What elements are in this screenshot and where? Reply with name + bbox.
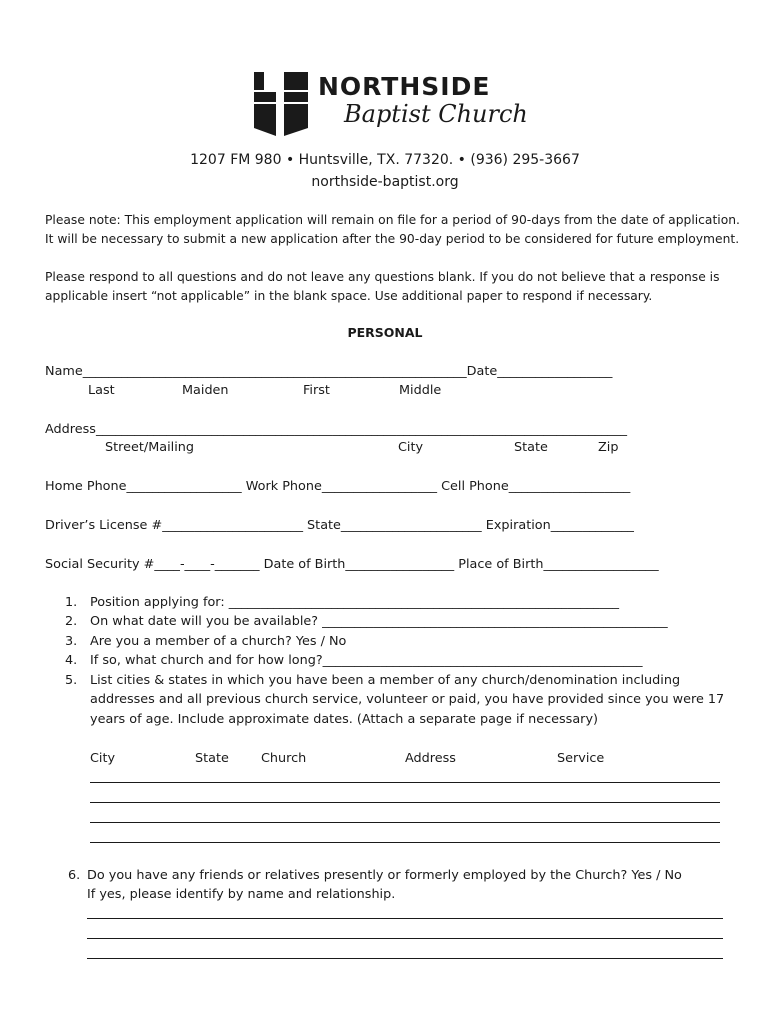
question-relatives-identify: If yes, please identify by name and relationship.: [87, 887, 396, 902]
cross-book-icon: [254, 72, 308, 136]
history-blank-line[interactable]: [90, 822, 720, 823]
name-date-field[interactable]: Name____________________________________________________________Date__________________: [45, 364, 613, 379]
church-address: 1207 FM 980 • Huntsville, TX. 77320. • (936) 295-3667: [190, 152, 580, 168]
logo-wordmark: NORTHSIDE: [318, 72, 491, 101]
question-number: 2.: [65, 614, 78, 629]
name-middle-label: Middle: [399, 383, 442, 398]
name-maiden-label: Maiden: [182, 383, 229, 398]
question-text-continued: years of age. Include approximate dates. (Attach a separate page if necessary): [90, 712, 599, 727]
question-membership-history: List cities & states in which you have been a member of any church/denomination including: [90, 673, 681, 688]
question-church-member[interactable]: Are you a member of a church? Yes / No: [90, 634, 347, 649]
relatives-blank-line[interactable]: [87, 938, 723, 939]
note-line: Please respond to all questions and do not leave any questions blank. If you do not believe that a response is: [45, 270, 720, 284]
question-text-continued: addresses and all previous church service, volunteer or paid, you have provided since you were 17: [90, 692, 725, 707]
note-line: Please note: This employment application will remain on file for a period of 90-days from the date of application.: [45, 213, 740, 227]
name-first-label: First: [303, 383, 330, 398]
history-blank-line[interactable]: [90, 782, 720, 783]
question-available-date-field[interactable]: On what date will you be available? ______________________________________________________: [90, 614, 668, 629]
question-number: 4.: [65, 653, 78, 668]
question-number: 5.: [65, 673, 78, 688]
address-zip-label: Zip: [598, 440, 619, 455]
question-number: 3.: [65, 634, 78, 649]
question-position-field[interactable]: Position applying for: _____________________________________________________________: [90, 595, 620, 610]
name-last-label: Last: [88, 383, 115, 398]
history-col-church: Church: [261, 751, 307, 766]
note-line: It will be necessary to submit a new application after the 90-day period to be considered for future employment.: [45, 232, 740, 246]
relatives-blank-line[interactable]: [87, 958, 723, 959]
question-number: 1.: [65, 595, 78, 610]
logo-script: Baptist Church: [344, 100, 528, 128]
history-blank-line[interactable]: [90, 802, 720, 803]
question-relatives[interactable]: Do you have any friends or relatives presently or formerly employed by the Church? Yes / No: [87, 868, 682, 883]
address-city-label: City: [398, 440, 424, 455]
relatives-blank-line[interactable]: [87, 918, 723, 919]
section-title: PERSONAL: [347, 325, 423, 340]
ssn-birth-fields[interactable]: Social Security #____-____-_______ Date of Birth_________________ Place of Birth__________________: [45, 557, 659, 572]
question-number: 6.: [68, 868, 81, 883]
history-col-city: City: [90, 751, 116, 766]
phone-fields[interactable]: Home Phone__________________ Work Phone__________________ Cell Phone___________________: [45, 479, 631, 494]
church-logo: [254, 70, 528, 140]
note-line: applicable insert “not applicable” in the blank space. Use additional paper to respond if necessary.: [45, 289, 653, 303]
history-col-address: Address: [405, 751, 456, 766]
church-website: northside-baptist.org: [311, 174, 459, 190]
question-church-duration-field[interactable]: If so, what church and for how long?__________________________________________________: [90, 653, 643, 668]
license-fields[interactable]: Driver’s License #______________________ State______________________ Expiration_____________: [45, 518, 634, 533]
history-col-service: Service: [557, 751, 605, 766]
address-field[interactable]: Address___________________________________________________________________________________: [45, 422, 628, 437]
address-street-label: Street/Mailing: [105, 440, 194, 455]
history-blank-line[interactable]: [90, 842, 720, 843]
address-state-label: State: [514, 440, 548, 455]
history-col-state: State: [195, 751, 229, 766]
instructions-note: [45, 268, 735, 306]
retention-note: [45, 211, 740, 249]
